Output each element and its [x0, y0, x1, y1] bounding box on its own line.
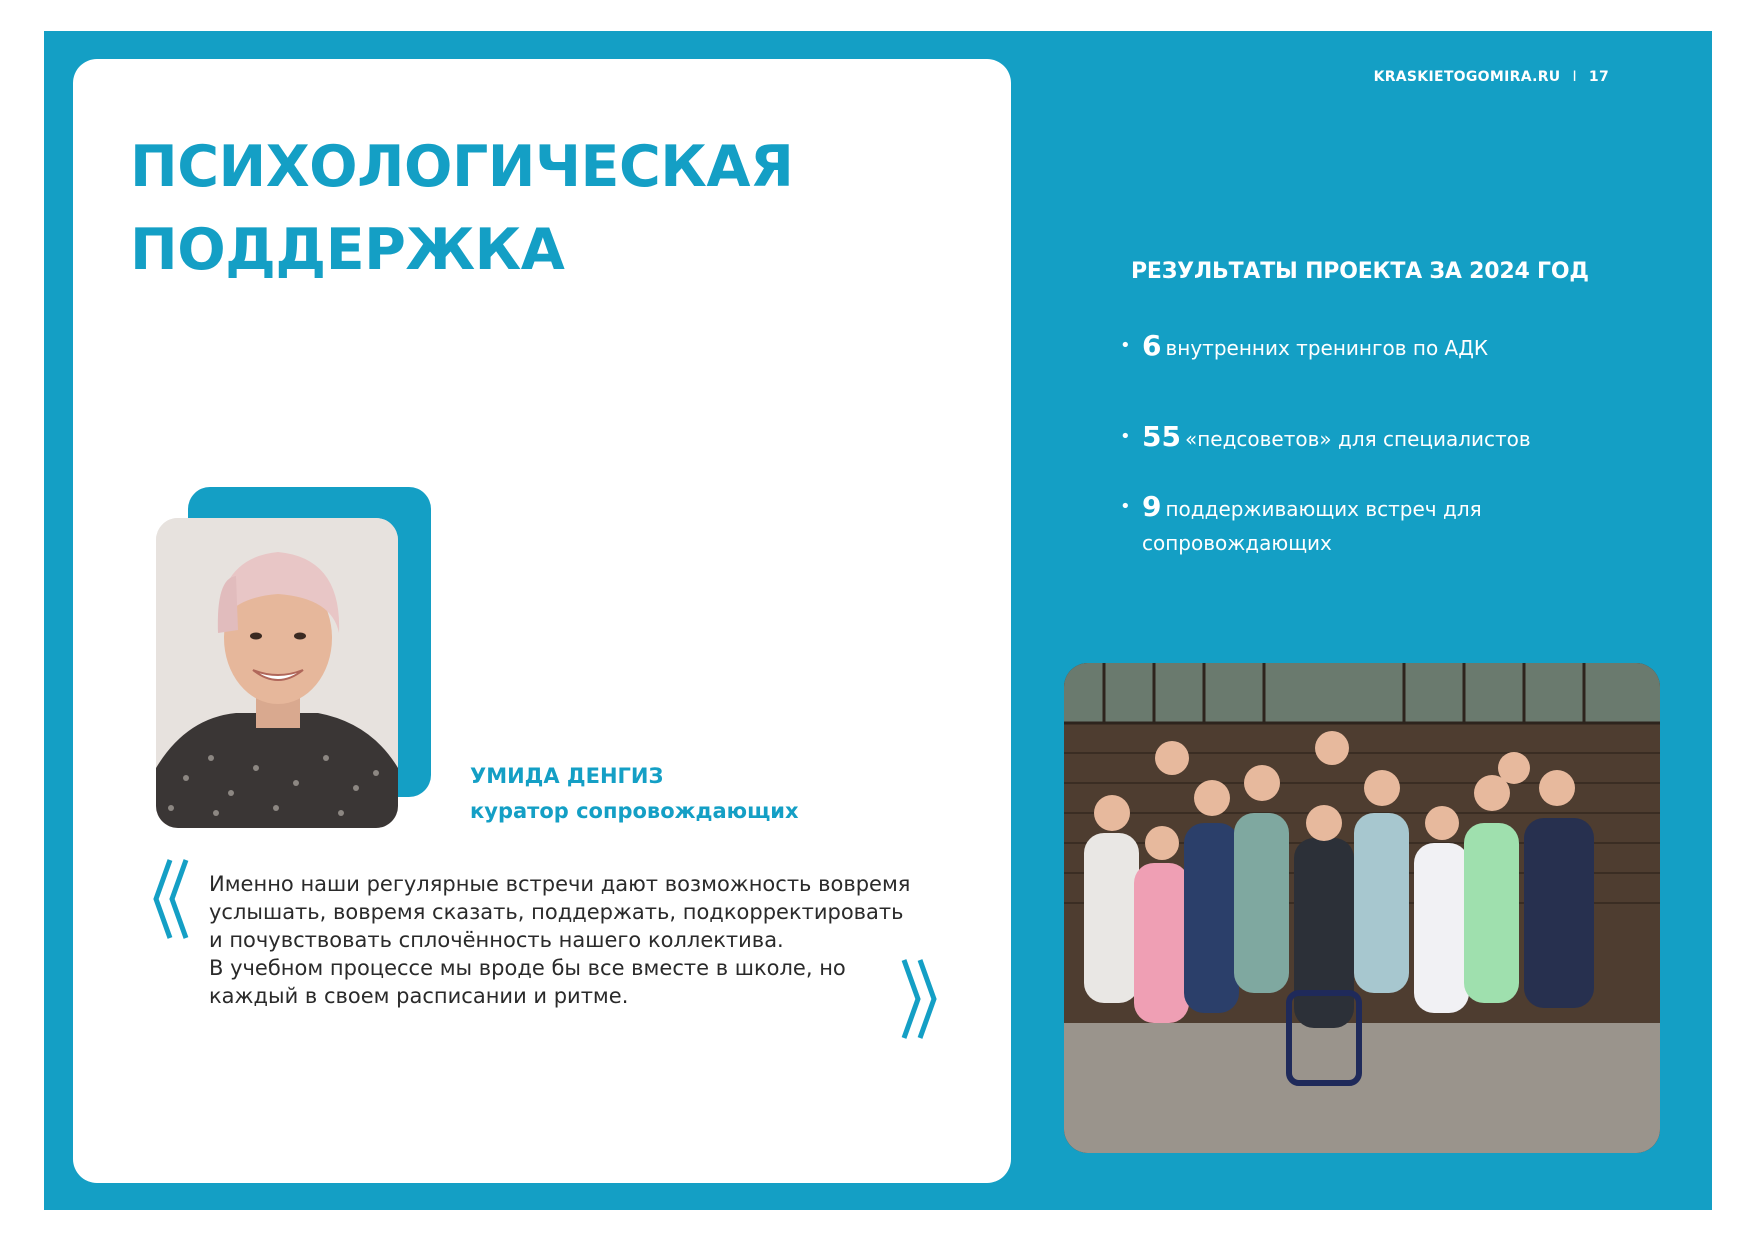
person-role: куратор сопровождающих	[470, 799, 799, 823]
result-number: 55	[1142, 420, 1181, 453]
quote-text	[209, 870, 919, 1010]
page-number: 17	[1588, 69, 1609, 85]
result-text-continued: сопровождающих	[1142, 531, 1332, 555]
site-url: KRASKIETOGOMIRA.RU	[1373, 69, 1561, 85]
quote-open-icon	[150, 858, 192, 940]
quote-line: каждый в своем расписании и ритме.	[209, 984, 629, 1008]
portrait-photo	[156, 518, 398, 828]
result-number: 9	[1142, 490, 1162, 523]
bullet-icon: •	[1120, 335, 1131, 356]
results-heading: РЕЗУЛЬТАТЫ ПРОЕКТА ЗА 2024 ГОД	[1131, 259, 1589, 284]
quote-line: Именно наши регулярные встречи дают возможность вовремя	[209, 872, 911, 896]
header-separator: I	[1572, 69, 1577, 85]
group-photo	[1064, 663, 1660, 1153]
result-text: «педсоветов» для специалистов	[1184, 427, 1531, 451]
bullet-icon: •	[1120, 426, 1131, 447]
page-title	[130, 126, 793, 292]
quote-line: и почувствовать сплочённость нашего коллектива.	[209, 928, 784, 952]
result-text: внутренних тренингов по АДК	[1165, 336, 1489, 360]
result-text: поддерживающих встреч для	[1165, 497, 1482, 521]
result-number: 6	[1142, 329, 1162, 362]
title-line-2: ПОДДЕРЖКА	[130, 217, 565, 283]
result-item	[1120, 490, 1482, 560]
result-item	[1120, 329, 1488, 365]
person-name: УМИДА ДЕНГИЗ	[470, 764, 664, 788]
quote-line: услышать, вовремя сказать, поддержать, подкорректировать	[209, 900, 904, 924]
quote-close-icon	[898, 958, 940, 1040]
result-item	[1120, 420, 1531, 456]
page-header	[1374, 69, 1609, 85]
title-line-1: ПСИХОЛОГИЧЕСКАЯ	[130, 134, 794, 200]
bullet-icon: •	[1120, 496, 1131, 517]
quote-line: В учебном процессе мы вроде бы все вместе в школе, но	[209, 956, 846, 980]
